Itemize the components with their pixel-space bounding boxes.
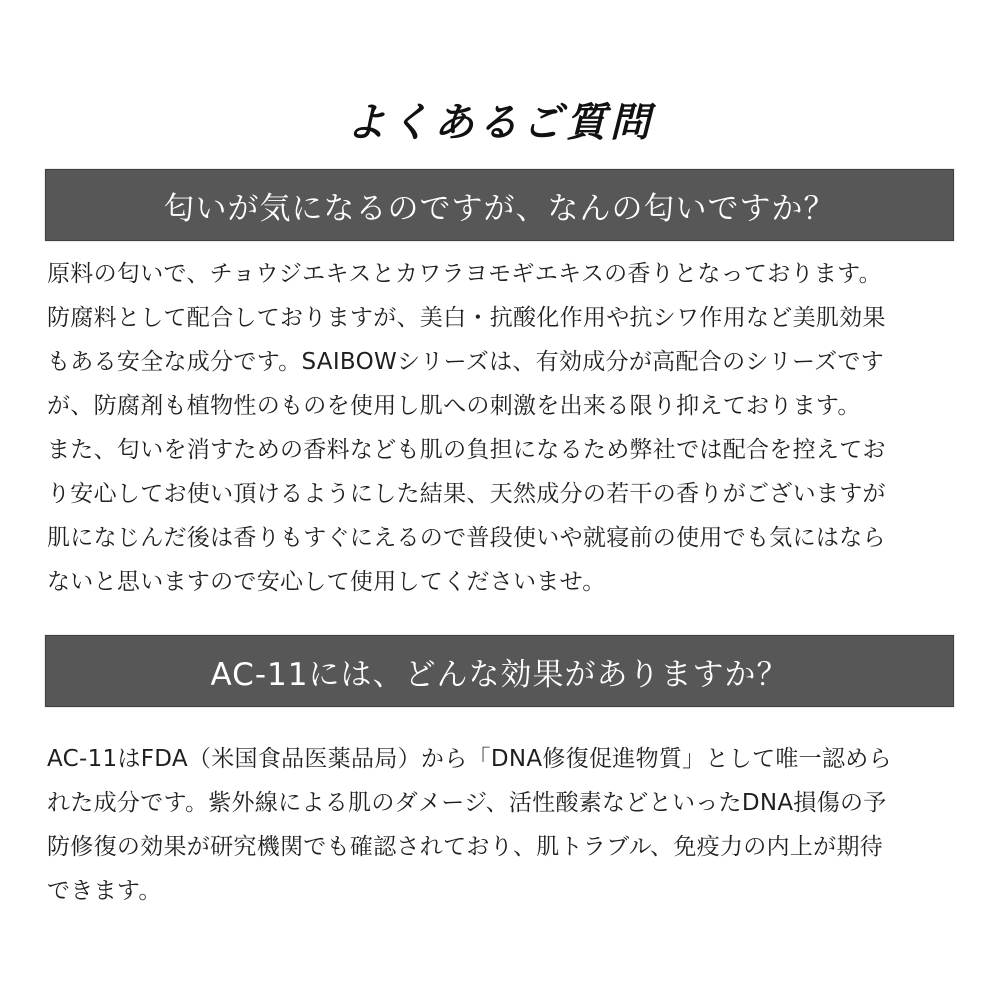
faq-answer-1-line: また、匂いを消すための香料なども肌の負担になるため弊社では配合を控えてお	[47, 437, 886, 463]
faq-question-2	[45, 635, 954, 707]
faq-answer-1	[47, 252, 957, 604]
page-title: よくあるご質問	[346, 98, 654, 146]
faq-answer-1-line: り安心してお使い頂けるようにした結果、天然成分の若干の香りがございますが	[47, 481, 886, 507]
faq-answer-1-line: が、防腐剤も植物性のものを使用し肌への刺激を出来る限り抑えております。	[47, 393, 861, 419]
faq-question-1-text: 匂いが気になるのですが、なんの匂いですか？	[163, 190, 836, 227]
faq-answer-1-line: 原料の匂いで、チョウジエキスとカワラヨモギエキスの香りとなっております。	[47, 261, 882, 287]
faq-question-2-text: AC-11には、どんな効果がありますか？	[210, 656, 789, 693]
faq-answer-1-line: 肌になじんだ後は香りもすぐにえるので普段使いや就寝前の使用でも気にはなら	[47, 525, 886, 551]
faq-answer-2	[47, 737, 957, 913]
faq-answer-2-line: AC-11はFDA（米国食品医薬品局）から「DNA修復促進物質」として唯一認めら	[47, 746, 892, 772]
faq-answer-1-line: ないと思いますので安心して使用してくださいませ。	[47, 569, 606, 595]
faq-answer-1-line: 防腐料として配合しておりますが、美白・抗酸化作用や抗シワ作用など美肌効果	[47, 305, 886, 331]
faq-answer-2-line: れた成分です。紫外線による肌のダメージ、活性酸素などといったDNA損傷の予	[47, 790, 887, 816]
faq-answer-2-line: できます。	[47, 878, 162, 904]
faq-answer-1-line: もある安全な成分です。SAIBOWシリーズは、有効成分が高配合のシリーズです	[47, 349, 885, 375]
faq-question-1	[45, 169, 954, 241]
faq-answer-2-line: 防修復の効果が研究機関でも確認されており、肌トラブル、免疫力の内上が期待	[47, 834, 884, 860]
